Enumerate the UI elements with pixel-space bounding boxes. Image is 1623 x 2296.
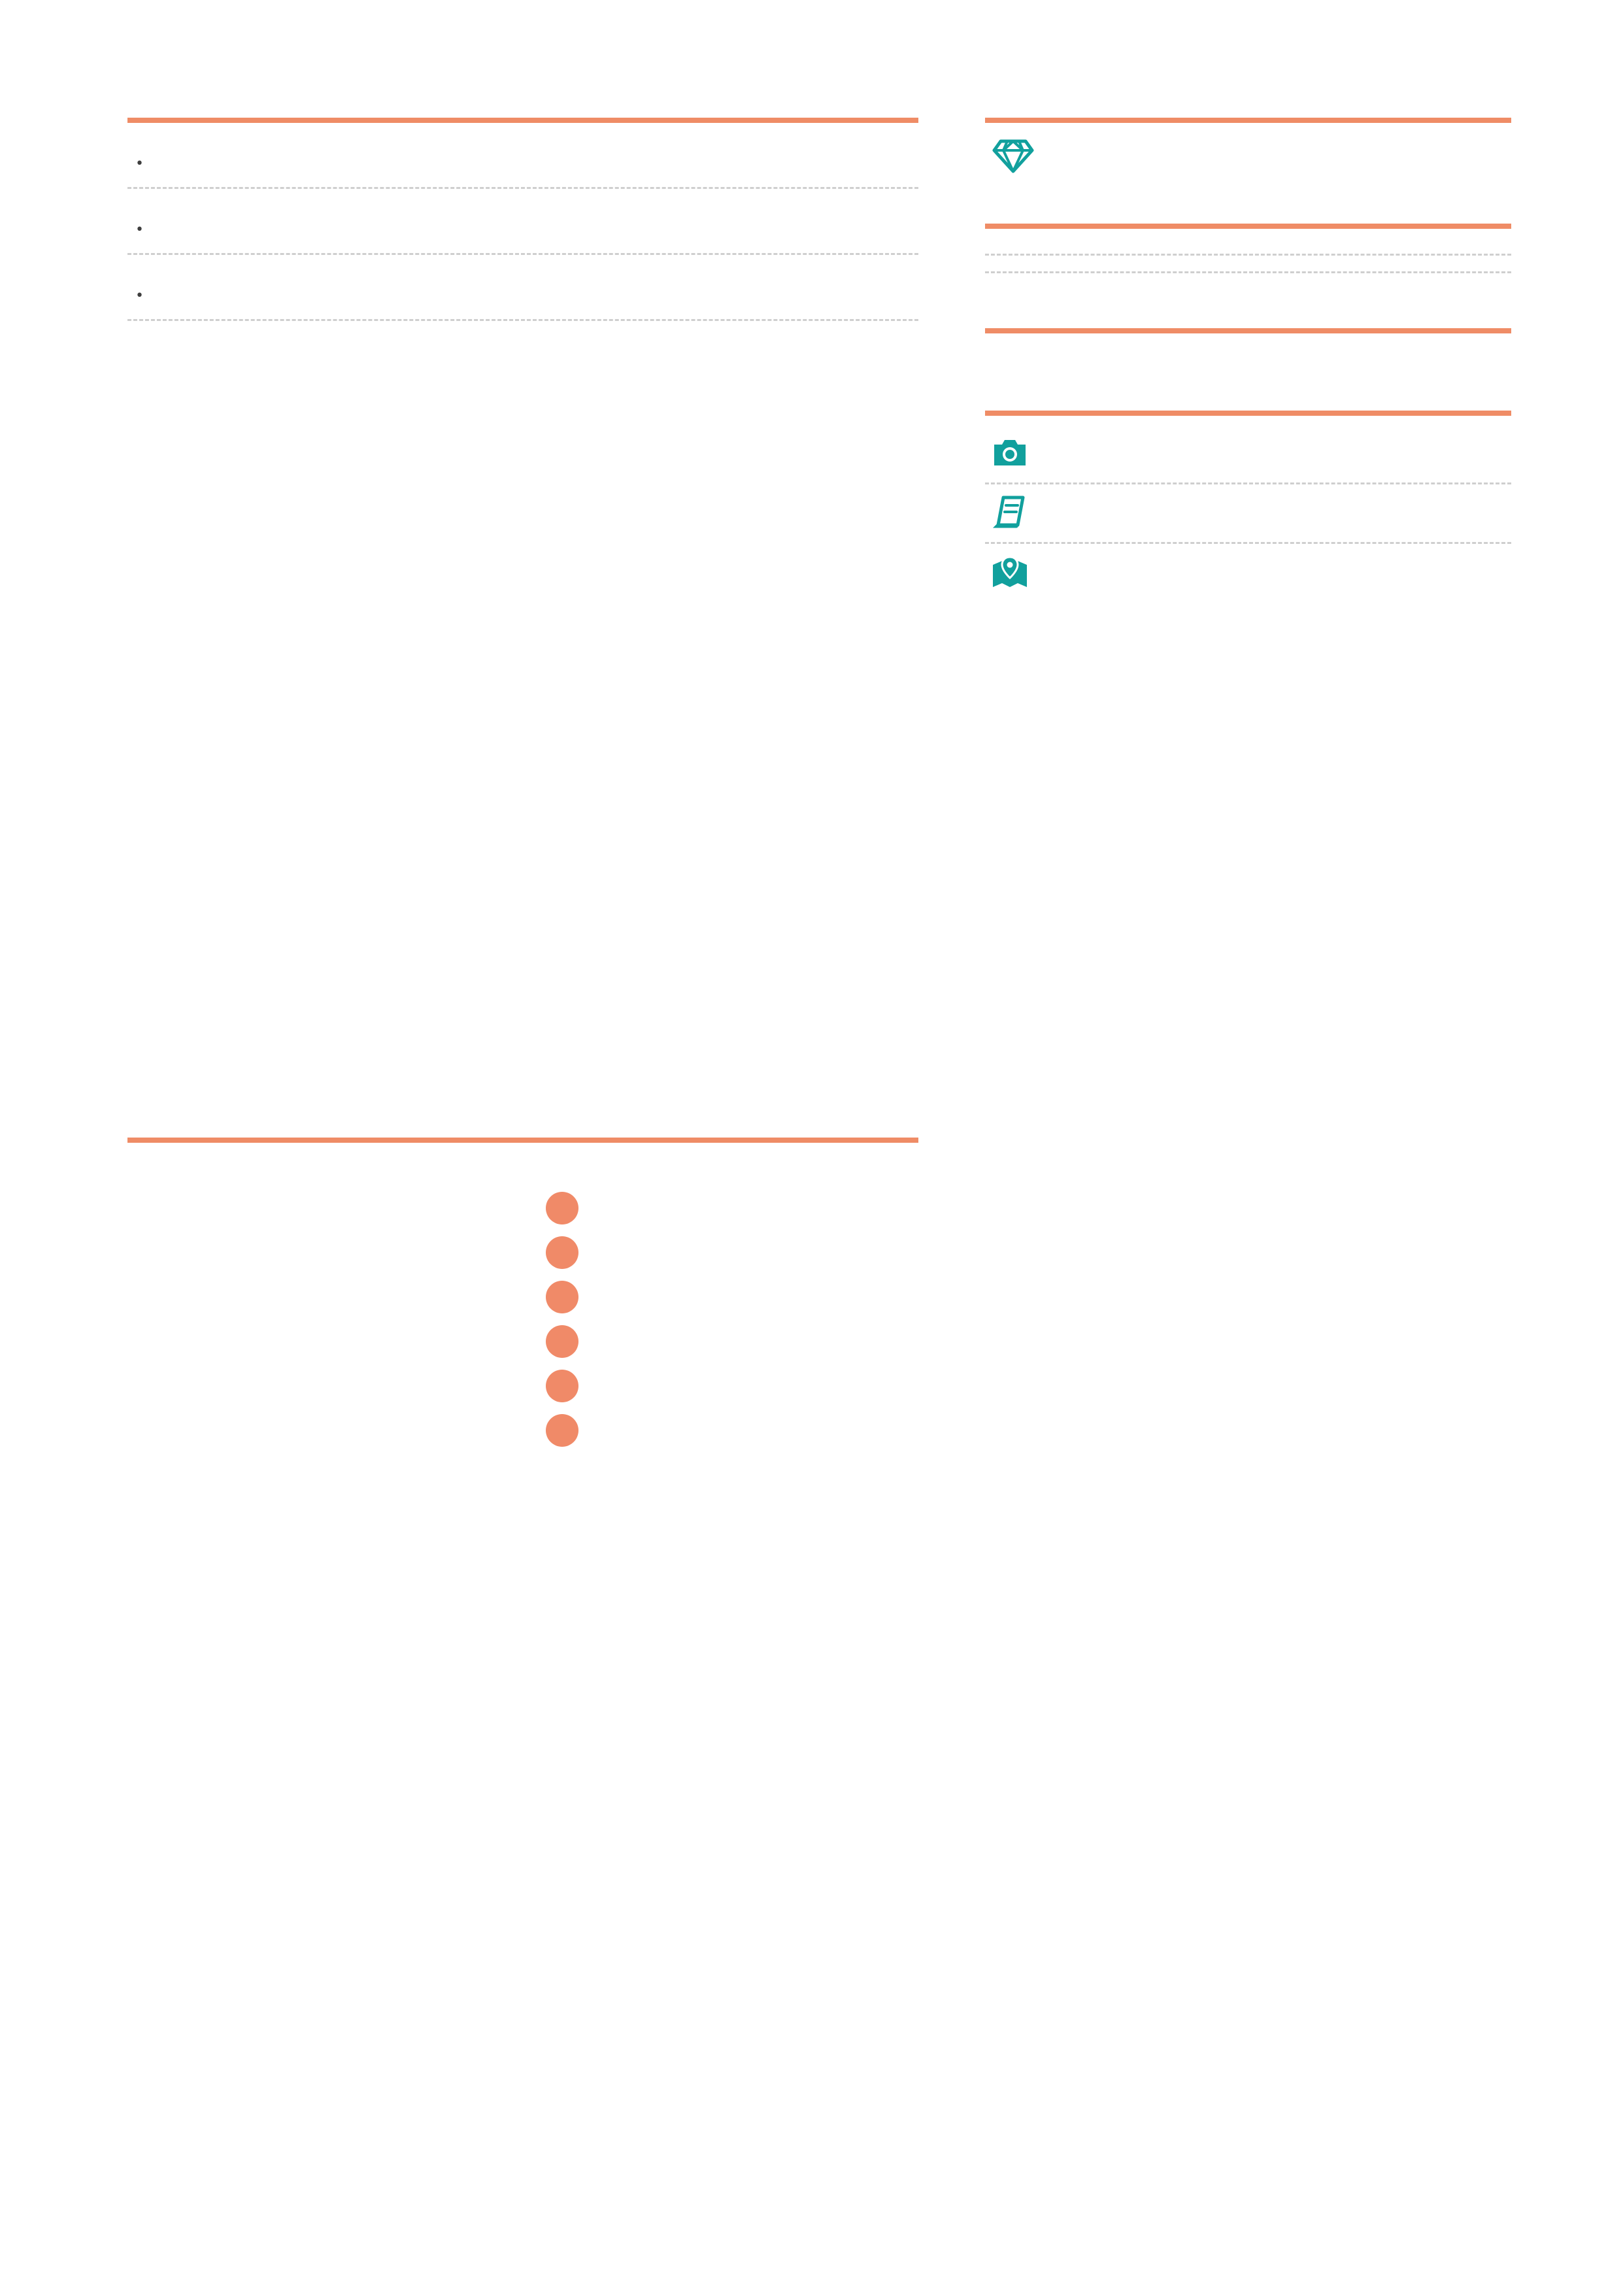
credit-link-row xyxy=(127,281,918,310)
passion-item xyxy=(985,425,1511,484)
left-column xyxy=(127,112,918,331)
credit-item xyxy=(127,281,918,321)
legend-item xyxy=(546,1328,931,1358)
bullet-icon: • xyxy=(135,222,144,238)
legend-item xyxy=(546,1239,931,1269)
credit-link-row xyxy=(127,149,918,178)
bullet-icon: • xyxy=(135,156,144,172)
legend-item xyxy=(546,1194,931,1224)
legend-badge xyxy=(546,1370,578,1402)
legend-badge xyxy=(546,1236,578,1269)
legend-item xyxy=(546,1372,931,1402)
rainbow-stripes-bottom-left xyxy=(0,2157,209,2296)
languages-list xyxy=(985,238,1511,289)
my-time-legend xyxy=(546,1194,931,1461)
credit-item xyxy=(127,149,918,189)
credit-link-row xyxy=(127,215,918,244)
language-item xyxy=(985,256,1511,273)
legend-badge xyxy=(546,1281,578,1313)
legend-badge xyxy=(546,1325,578,1358)
project-body xyxy=(1054,132,1515,178)
my-time-title xyxy=(127,1132,918,1143)
bullet-icon: • xyxy=(135,288,144,304)
map-pin-icon xyxy=(990,553,1029,590)
project-item xyxy=(985,132,1511,178)
diamond-icon xyxy=(990,132,1036,178)
credit-item xyxy=(127,215,918,255)
certifications-title xyxy=(985,323,1511,333)
my-time-section xyxy=(127,1132,918,1152)
camera-icon xyxy=(990,434,1029,471)
passion-item xyxy=(985,484,1511,544)
passion-item xyxy=(985,544,1511,601)
right-column xyxy=(985,112,1511,601)
language-item xyxy=(985,273,1511,289)
passions-title xyxy=(985,405,1511,416)
languages-title xyxy=(985,218,1511,229)
book-icon xyxy=(990,494,1029,530)
legend-item xyxy=(546,1283,931,1313)
language-item xyxy=(985,238,1511,256)
recent-credits-title xyxy=(127,112,918,123)
legend-badge xyxy=(546,1192,578,1224)
passions-list xyxy=(985,425,1511,601)
projects-title xyxy=(985,112,1511,123)
legend-item xyxy=(546,1417,931,1447)
my-time-donut-chart xyxy=(127,1178,520,1544)
credits-list xyxy=(127,149,918,321)
legend-badge xyxy=(546,1414,578,1447)
